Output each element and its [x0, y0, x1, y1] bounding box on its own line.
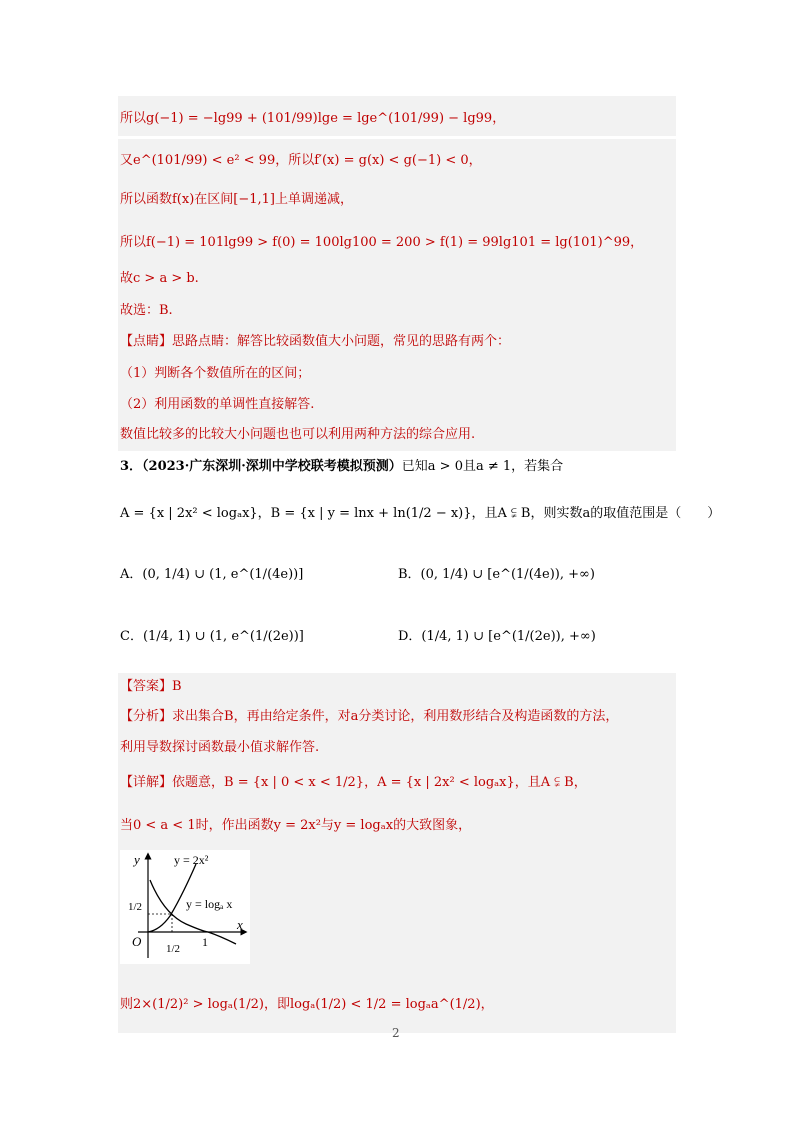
question-source: （2023·广东深圳·深圳中学校联考模拟预测） — [142, 459, 402, 474]
tip-item: （1）判断各个数值所在的区间； — [120, 366, 311, 381]
solution-line: 又e^(101/99) < e² < 99，所以f′(x) = g(x) < g(−1) < 0， — [120, 153, 482, 168]
graph-svg — [120, 850, 250, 964]
analysis-tag: 【分析】 — [120, 709, 173, 724]
x-axis-label: x — [237, 917, 243, 932]
y-tick-label: 1/2 — [128, 901, 143, 913]
case-line: 当0 < a < 1时，作出函数y = 2x²与y = logₐx的大致图象， — [120, 818, 472, 833]
solution-line: 故c > a > b. — [120, 271, 199, 286]
final-line: 则2×(1/2)² > logₐ(1/2)，即logₐ(1/2) < 1/2 = logₐa^(1/2)， — [120, 997, 494, 1012]
answer-value: B — [172, 679, 182, 694]
analysis-line-2: 利用导数探讨函数最小值求解作答. — [120, 740, 320, 755]
analysis-text: 求出集合B，再由给定条件，对a分类讨论，利用数形结合及构造函数的方法， — [172, 709, 619, 724]
option-a[interactable]: A．(0, 1/4) ∪ (1, e^(1/(4e))] — [120, 567, 304, 582]
option-b[interactable]: B．(0, 1/4) ∪ [e^(1/(4e)), +∞) — [398, 567, 595, 582]
tip-text: 思路点睛：解答比较函数值大小问题，常见的思路有两个： — [172, 334, 511, 349]
solution-line: 所以f(−1) = 101lg99 > f(0) = 100lg100 = 200 > f(1) = 99lg101 = lg(101)^99， — [120, 235, 644, 250]
question-stem: 已知a > 0且a ≠ 1，若集合 — [401, 459, 564, 474]
x-tick-one-label: 1 — [202, 935, 208, 949]
analysis-line — [120, 708, 618, 726]
curve-log — [150, 880, 236, 944]
y-axis-label: y — [134, 852, 140, 867]
tip-end: 数值比较多的比较大小问题也也可以利用两种方法的综合应用. — [120, 427, 476, 442]
page-number: 2 — [392, 1026, 400, 1040]
solution-line: 故选：B. — [120, 303, 173, 318]
solution-line: 所以g(−1) = −lg99 + (101/99)lge = lge^(101/99) − lg99， — [120, 111, 506, 126]
tip-tag: 【点睛】 — [120, 334, 173, 349]
origin-label: O — [132, 934, 142, 949]
answer-tag: 【答案】 — [120, 679, 173, 694]
option-c[interactable]: C．(1/4, 1) ∪ (1, e^(1/(2e))] — [120, 629, 304, 644]
curve1-label: y = 2x² — [174, 853, 209, 867]
question-sets: A = {x | 2x² < logₐx}，B = {x | y = lnx + ln(1/2 − x)}，且A ⫋ B，则实数a的取值范围是（ ） — [120, 506, 721, 521]
detail-line — [120, 774, 587, 792]
curve2-label: y = logₐ x — [186, 897, 233, 911]
tip-item: （2）利用函数的单调性直接解答. — [120, 397, 315, 412]
x-tick-half-label: 1/2 — [166, 943, 181, 955]
answer-line — [120, 678, 182, 696]
detail-tag: 【详解】 — [120, 775, 173, 790]
detail-text: 依题意，B = {x | 0 < x < 1/2}，A = {x | 2x² < logₐx}，且A ⫋ B， — [172, 775, 587, 790]
solution-line: 所以函数f(x)在区间[−1,1]上单调递减， — [120, 192, 353, 207]
option-d[interactable]: D．(1/4, 1) ∪ [e^(1/(2e)), +∞) — [398, 629, 596, 644]
question-header — [120, 458, 563, 476]
function-graph — [120, 850, 250, 964]
tip-line — [120, 333, 510, 351]
question-number: 3． — [120, 459, 143, 474]
